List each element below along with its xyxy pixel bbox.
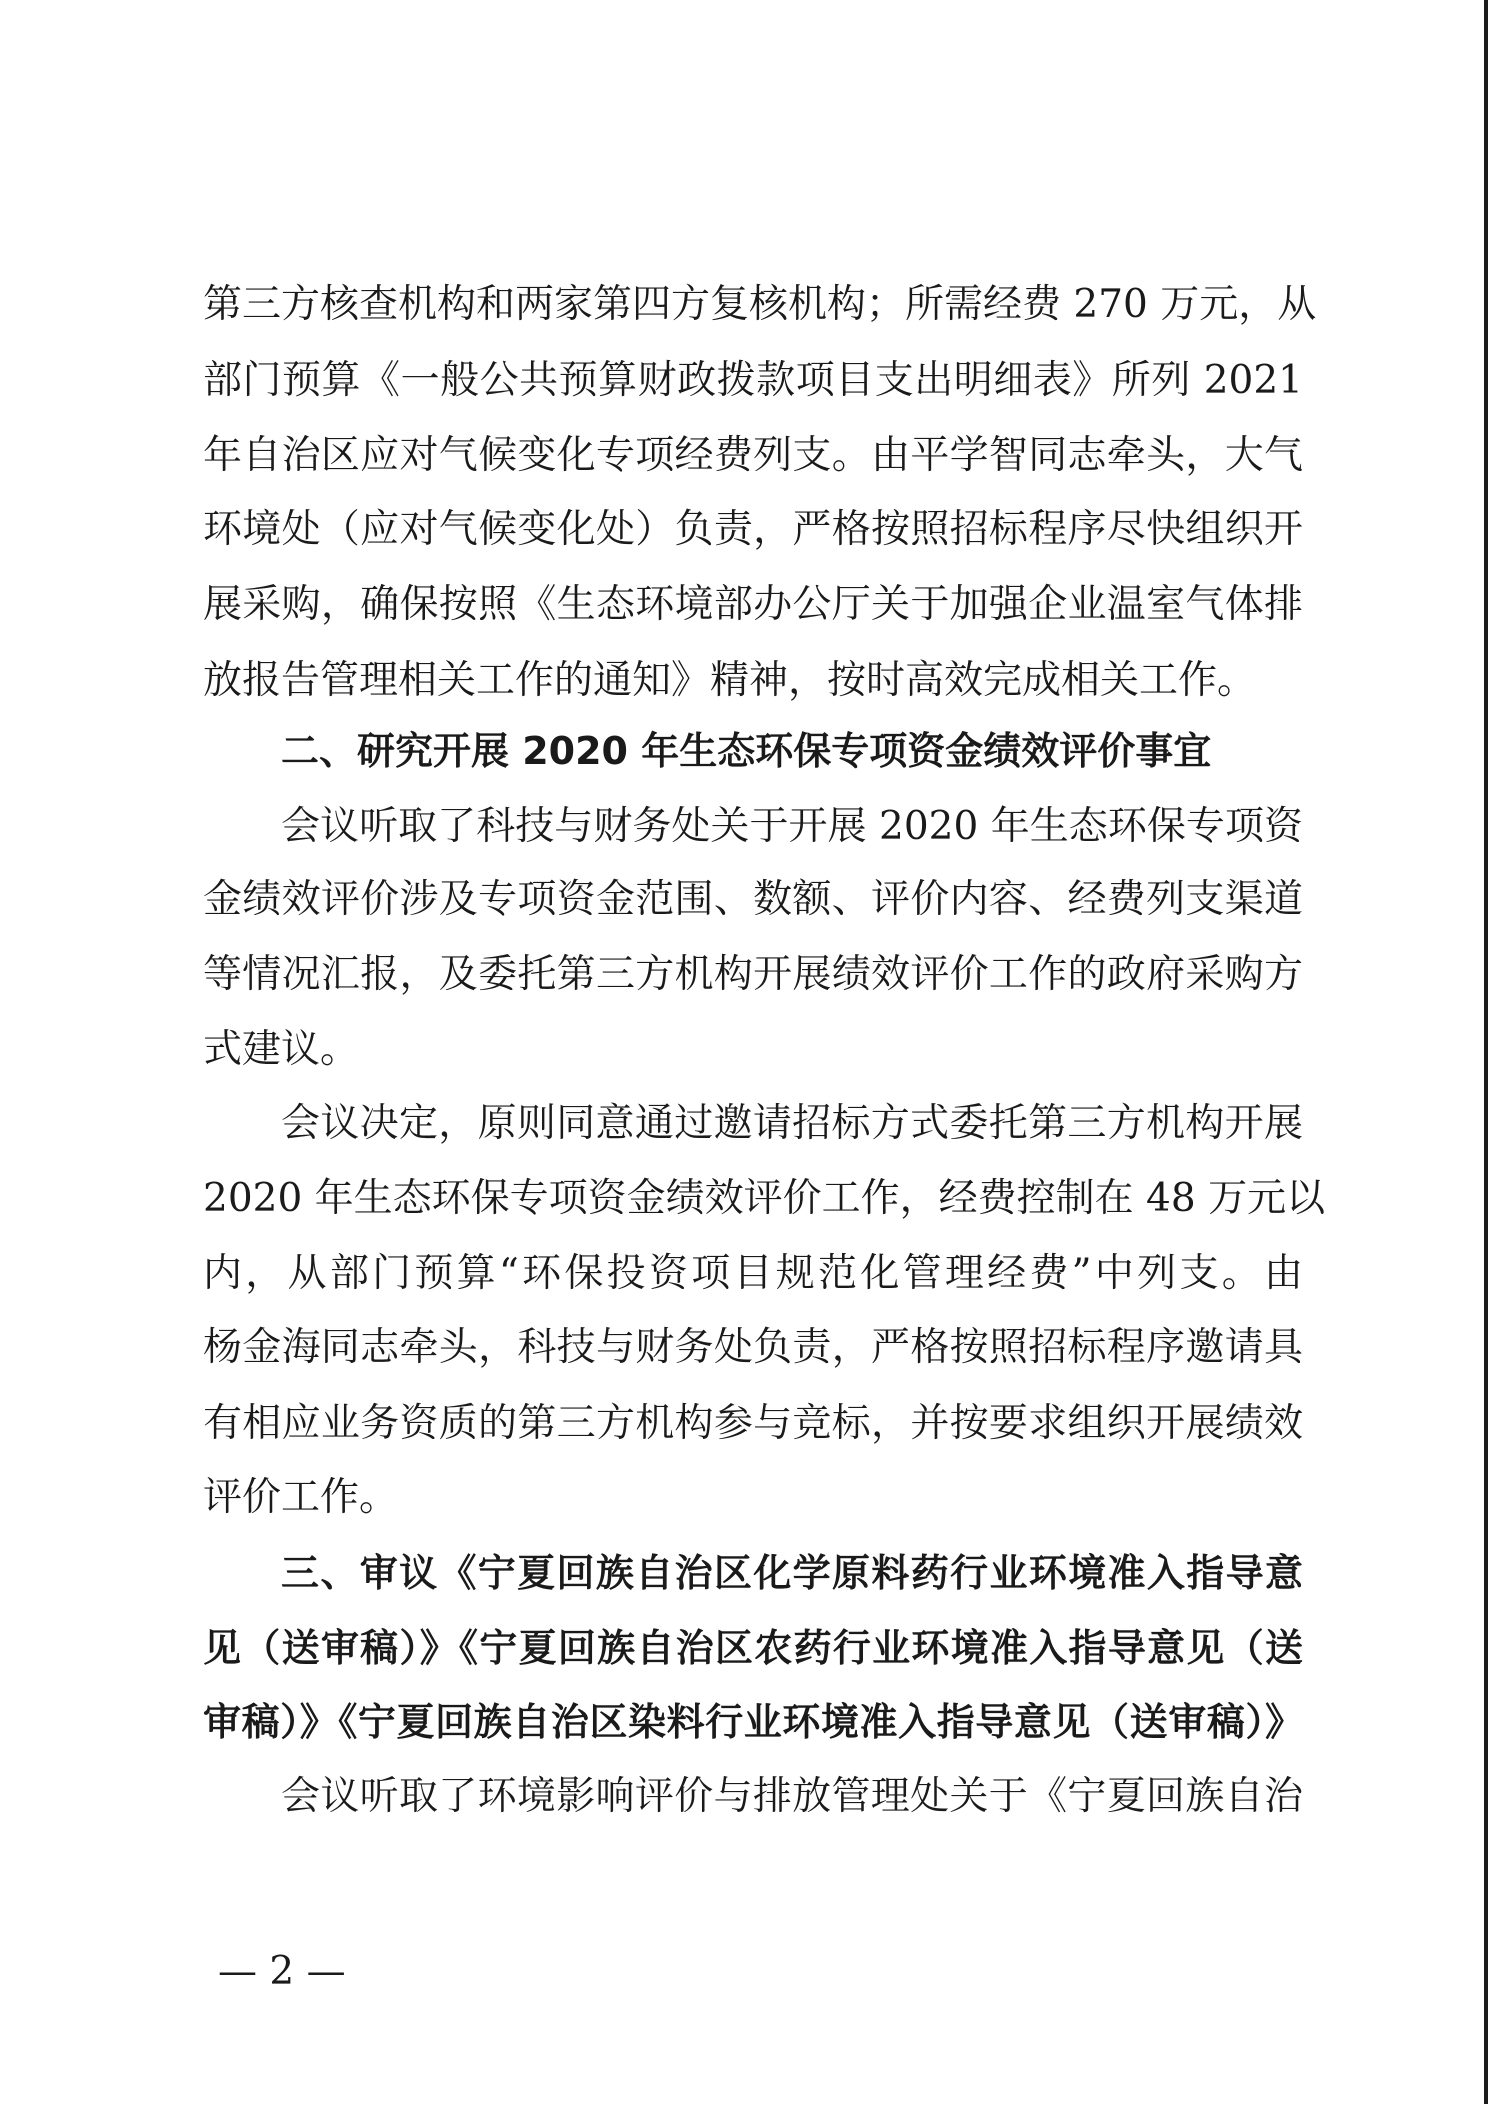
paragraph-1-line-5: 展采购，确保按照《生态环境部办公厅关于加强企业温室气体排 [203,582,1303,627]
section-heading-2: 二、研究开展 2020 年生态环保专项资金绩效评价事宜 [281,729,1212,773]
section-heading-3-line-3: 审稿）》《宁夏回族自治区染料行业环境准入指导意见（送审稿）》 [203,1700,1303,1744]
section-heading-3-line-2: 见（送审稿）》《宁夏回族自治区农药行业环境准入指导意见（送 [203,1626,1303,1670]
paragraph-1-line-4: 环境处（应对气候变化处）负责，严格按照招标程序尽快组织开 [203,507,1303,552]
paragraph-3-line-6: 评价工作。 [203,1475,399,1520]
paragraph-2-line-1: 会议听取了科技与财务处关于开展 2020 年生态环保专项资 [281,804,1303,849]
paragraph-1-line-1: 第三方核查机构和两家第四方复核机构；所需经费 270 万元，从 [203,282,1317,327]
page-number: — 2 — [218,1949,346,1994]
paragraph-2-line-2: 金绩效评价涉及专项资金范围、数额、评价内容、经费列支渠道 [203,877,1303,922]
paragraph-4-line-1: 会议听取了环境影响评价与排放管理处关于《宁夏回族自治 [281,1774,1303,1819]
paragraph-1-line-6: 放报告管理相关工作的通知》精神，按时高效完成相关工作。 [203,658,1257,703]
paragraph-3-line-3: 内，从部门预算“环保投资项目规范化管理经费”中列支。由 [203,1251,1303,1296]
paragraph-3-line-4: 杨金海同志牵头，科技与财务处负责，严格按照招标程序邀请具 [203,1325,1303,1370]
paragraph-1-line-3: 年自治区应对气候变化专项经费列支。由平学智同志牵头，大气 [203,433,1303,478]
section-heading-3-line-1: 三、审议《宁夏回族自治区化学原料药行业环境准入指导意 [281,1551,1303,1595]
paragraph-1-line-2: 部门预算《一般公共预算财政拨款项目支出明细表》所列 2021 [203,358,1303,403]
paragraph-2-line-3: 等情况汇报，及委托第三方机构开展绩效评价工作的政府采购方 [203,952,1303,997]
paragraph-3-line-5: 有相应业务资质的第三方机构参与竞标，并按要求组织开展绩效 [203,1401,1303,1446]
paragraph-3-line-1: 会议决定，原则同意通过邀请招标方式委托第三方机构开展 [281,1101,1303,1146]
page-edge-border [1484,0,1488,2104]
paragraph-2-line-4: 式建议。 [203,1027,360,1072]
paragraph-3-line-2: 2020 年生态环保专项资金绩效评价工作，经费控制在 48 万元以 [203,1176,1326,1221]
